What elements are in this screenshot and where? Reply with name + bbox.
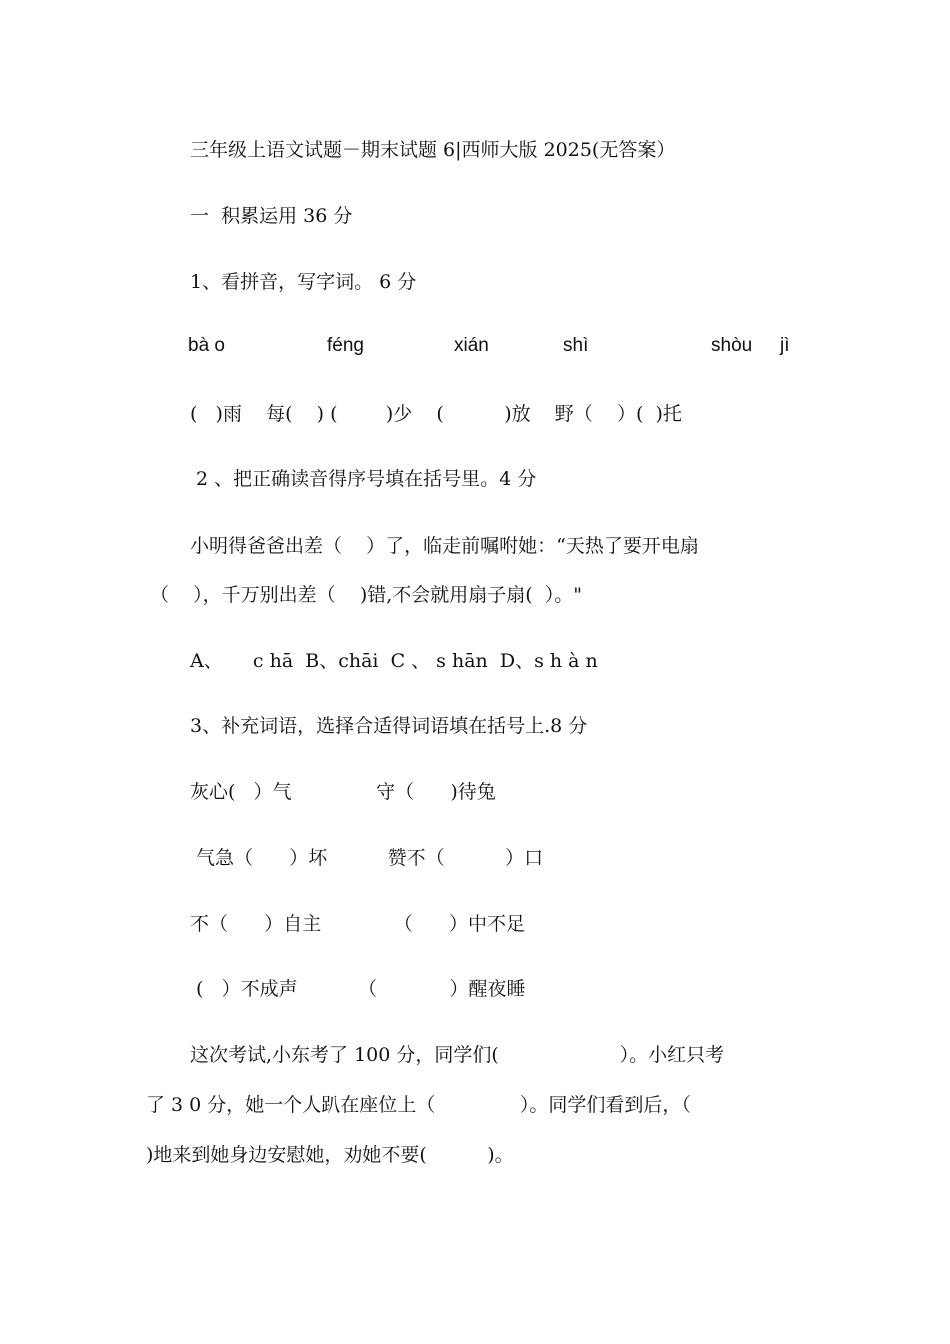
pinyin-item: bà o (188, 335, 225, 356)
pinyin-item: shì (563, 335, 589, 356)
pinyin-item: jì (780, 335, 790, 356)
pinyin-item: shòu (711, 335, 753, 356)
question-2-sentence-line-2: （ ），千万别出差（ )错,不会就用扇子扇( ）。" (150, 584, 583, 606)
question-3-row-1: 灰心( ）气 守（ )待兔 (190, 781, 496, 803)
pinyin-item: xián (454, 335, 489, 356)
question-1-prompt: 1、看拼音，写字词。 6 分 (190, 271, 417, 293)
question-2-options: A、 c hā B、chāi C 、 s hān D、s h à n (190, 650, 598, 672)
pinyin-item: féng (327, 335, 364, 356)
question-3-paragraph-line-1: 这次考试,小东考了 100 分，同学们( ）。小红只考 (190, 1044, 725, 1066)
question-1-blanks: ( )雨 每( ) ( )少 ( )放 野（ ）( )托 (190, 403, 682, 425)
question-3-row-2: 气急（ ）坏 赞不（ ）口 (190, 847, 544, 869)
section-heading: 一 积累运用 36 分 (190, 205, 353, 227)
question-3-paragraph-line-3: )地来到她身边安慰她，劝她不要( )。 (146, 1144, 514, 1166)
question-2-prompt: 2 、把正确读音得序号填在括号里。4 分 (190, 468, 537, 490)
question-3-row-4: ( ）不成声 （ ）醒夜睡 (190, 978, 526, 1000)
document-title: 三年级上语文试题－期末试题 6|西师大版 2025(无答案） (190, 139, 676, 161)
question-2-sentence-line-1: 小明得爸爸出差（ ）了，临走前嘱咐她：“天热了要开电扇 (190, 535, 699, 557)
question-3-paragraph-line-2: 了 3 0 分，她一个人趴在座位上（ ）。同学们看到后，（ (146, 1094, 691, 1116)
question-3-row-3: 不（ ）自主 （ ）中不足 (190, 913, 525, 935)
question-3-prompt: 3、补充词语，选择合适得词语填在括号上.8 分 (190, 715, 588, 737)
